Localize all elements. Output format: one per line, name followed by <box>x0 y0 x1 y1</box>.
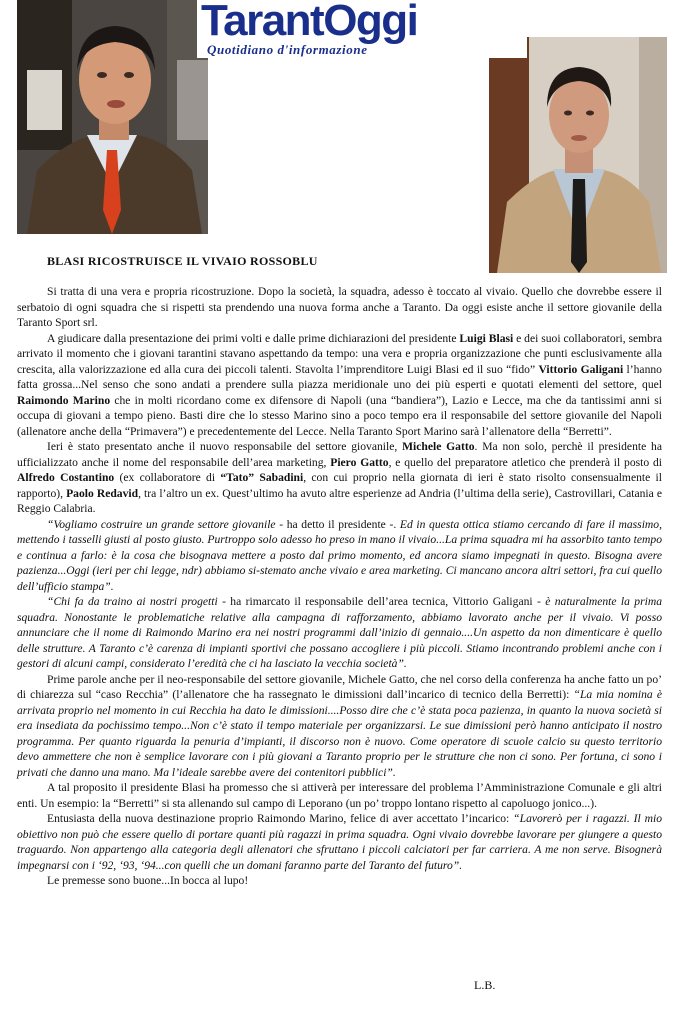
body-text: che in molti ricordano come ex difensore di Napoli (una “bandiera”), Lazio e Lecce, ma che da tantissimi anni si occupa di giovani a tempo pieno. Basti dire che lo stesso Marino sino a poco tempo era il responsabile del settore giovanile del Napoli (allenatore anche della “Primavera”) e precedentemente del Lecce. Nella Taranto Sport Marino sarà l’allenatore della “Berretti”. <box>17 393 662 438</box>
body-text: Prime parole anche per il neo-responsabile del settore giovanile, Michele Gatto, che nel corso della conferenza ha anche fatto un po’ di chiarezza sul “caso Recchia” (l’allenatore che ha rassegnato le dimissioni dall’incarico di tecnico della Berretti): <box>17 672 662 701</box>
body-text: A giudicare dalla presentazione dei primi volti e dalle prime dichiarazioni del presidente <box>47 331 460 345</box>
body-text: , e quello del preparatore atletico che prenderà il posto di <box>388 455 662 469</box>
portrait-right-image <box>489 37 667 273</box>
article-paragraph <box>17 811 662 873</box>
person-name: Vittorio Galigani <box>538 362 624 376</box>
person-name: “Tato” Sabadini <box>220 471 304 484</box>
article-paragraph <box>17 284 662 331</box>
author-signature: L.B. <box>474 978 496 992</box>
body-text: A tal proposito il presidente Blasi ha promesso che si attiverà per interessare del problema l’Amministrazione Comunale e gli altri enti. Un esempio: la “Berretti” si sta allenando sul campo di Leporano (un po’ troppo lontano rispetto al capoluogo jonico...). <box>17 781 662 810</box>
quote-text: “Vogliamo costruire un grande settore giovanile <box>47 517 276 531</box>
portrait-left-image <box>17 0 208 234</box>
newspaper-masthead <box>197 0 527 58</box>
body-text: - ha rimarcato il responsabile dell’area tecnica, Vittorio Galigani - <box>217 595 546 608</box>
person-name: Alfredo Costantino <box>17 471 115 484</box>
body-text: l’hanno fatta grossa...Nel senso che sono andati a prendere sulla piazza meridionale uno dei più esperti e quotati elementi del settore, quel <box>17 362 662 391</box>
person-name: Piero Gatto <box>330 455 389 469</box>
quote-text: “Chi fa da traino ai nostri progetti <box>47 595 218 608</box>
body-text: . Ma non solo, perchè il presidente ha ufficializzato anche il nome del responsabile dell’area marketing, <box>17 440 662 469</box>
person-name: Paolo Redavid <box>66 486 139 500</box>
body-text: Si tratta di una vera e propria ricostruzione. Dopo la società, la squadra, adesso è toccato al vivaio. Quello che dovrebbe essere il serbatoio di ogni squadra che si rispetti sta prendendo una nuova forma anche a Taranto. Da oggi esiste anche il settore giovanile della Taranto Sport srl. <box>17 285 662 329</box>
person-name: Michele Gatto <box>402 440 475 453</box>
article-paragraph <box>17 672 662 781</box>
person-name: Raimondo Marino <box>17 393 111 407</box>
article-paragraph <box>17 517 662 595</box>
quote-text: è naturalmente la prima squadra. Nonostante le problematiche relative alla campagna di rafforzamento, abbiamo lavorato anche per il vivaio. Vi posso annunciare che il nome di Raimondo Marino era nei nostri programmi dall’inizio di gennaio....Un aspetto da non dimenticare è quello delle strutture. A Taranto c’è carenza di impianti sportivi che possano accogliere i più piccoli. Stiamo incontrando problemi anche con i gestori di alcuni campi, considerato l’eredità che ci ha lasciato la vecchia società”. <box>17 595 663 670</box>
photo-raimondo-marino <box>489 37 667 273</box>
photo-luigi-blasi <box>17 0 208 234</box>
quote-text: “La mia nomina è arrivata proprio nel momento in cui Recchia ha dato le dimissioni....Posso dire che c’è stata poca pazienza, in quanto la nuova società si era insediata da pochissimo tempo...Non c’è stato il tempo materiale per organizzarsi. Le sue dimissioni però hanno anticipato il nostro programma. Per quanto riguarda la penuria d’impianti, il discorso non è nuovo. Come operatore di scuole calcio su questo territorio devo ammettere che non è semplice lavorare con i più giovani a Taranto proprio per le strutture che non ci sono. Per fortuna, ci sono i privati che danno una mano. Ma l’ideale sarebbe avere dei contenitori pubblici”. <box>17 688 662 779</box>
article-paragraph <box>17 780 662 811</box>
body-text: (ex collaboratore di <box>114 471 221 484</box>
masthead-tagline: Quotidiano d'informazione <box>207 42 368 57</box>
article-paragraph <box>17 594 662 672</box>
quote-text: Ed in questa ottica stiamo cercando di fare il massimo, mettendo i tasselli giusti al posto giusto. Purtroppo solo adesso ho preso in mano il vivaio...La prima squadra mi ha assorbito tanto tempo e continua a farlo: è la cosa che bisognava mettere a posto dal primo momento, ed ancora siamo impegnati in questo. Bisogna avere pazienza...Oggi (ieri per chi legge, ndr) abbiamo si-stemato anche vivaio e area marketing. Ci mancano ancora altri settori, fra cui quello dell’ufficio stampa”. <box>17 517 662 593</box>
article-headline: BLASI RICOSTRUISCE IL VIVAIO ROSSOBLU <box>47 254 318 268</box>
person-name: Luigi Blasi <box>459 331 514 345</box>
body-text: - ha detto il presidente -. <box>275 517 400 531</box>
article-paragraph <box>17 331 662 440</box>
article-body <box>17 284 662 889</box>
article-paragraph <box>17 439 662 517</box>
masthead-logo-title: TarantOggi <box>201 0 418 45</box>
body-text: Entusiasta della nuova destinazione proprio Raimondo Marino, felice di aver accettato l’incarico: <box>47 812 514 825</box>
body-text: , tra l’altro un ex. Quest’ultimo ha avuto altre esperienze ad Andria (l’ultima della serie), Castrovillari, Catania e Reggio Calabria. <box>17 486 662 515</box>
body-text: Ieri è stato presentato anche il nuovo responsabile del settore giovanile, <box>47 440 403 453</box>
body-text: e dei suoi collaboratori, sembra arrivato il momento che i giovani tarantini stavano aspettando da tempo: una vera e propria organizzazione che punti esclusivamente alla crescita, alla valorizzazione ed alla cura dei piccoli talenti. Stavolta l’imprenditore Luigi Blasi ed il suo “fido” <box>17 331 662 376</box>
body-text: , con cui proprio nella giornata di ieri è stato risolto consensualmente il rapporto), <box>17 471 662 500</box>
quote-text: “Lavorerò per i ragazzi. Il mio obiettivo non può che essere quello di portare quanti più ragazzi in prima squadra. Ogni vivaio dovrebbe lavorare per giungere a questo traguardo. Non appartengo alla categoria degli allenatori che sfruttano i piccoli calciatori per far carriera. A me non serve. Bisognerà impegnarsi con i ‘92, ‘93, ‘94...con quelli che un domani faranno parte del Taranto del futuro”. <box>17 812 662 872</box>
body-text: Le premesse sono buone...In bocca al lupo! <box>47 874 249 887</box>
article-paragraph <box>17 873 662 889</box>
